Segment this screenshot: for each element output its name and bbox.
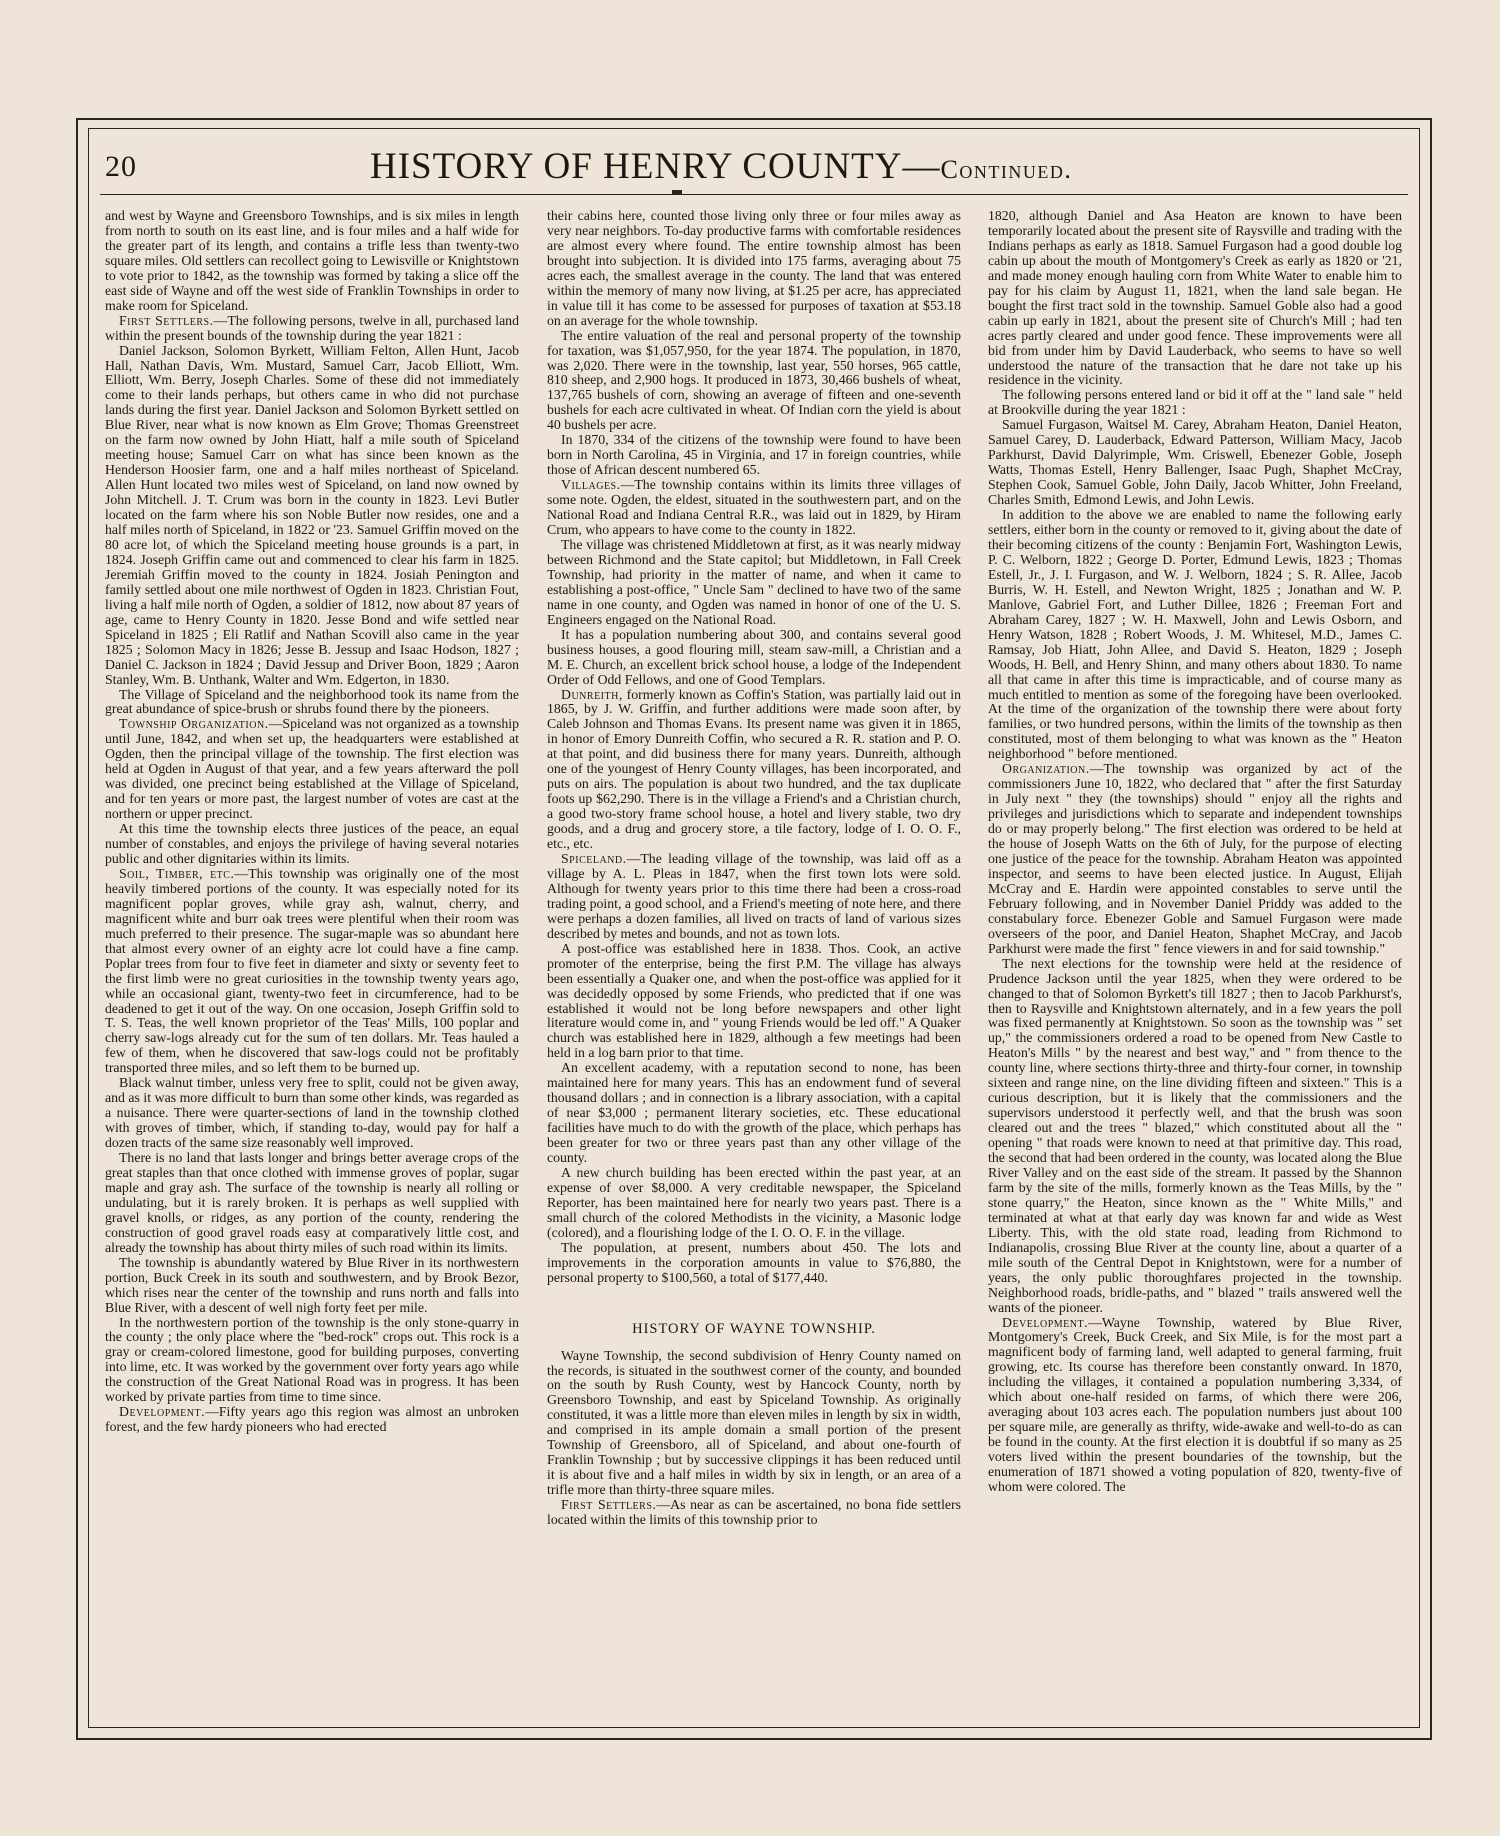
paragraph — [988, 388, 1402, 418]
page-title-main: HISTORY OF HENRY COUNTY— — [370, 146, 941, 187]
paragraph-heading: Villages. — [561, 477, 621, 493]
paragraph-text: and west by Wayne and Greensboro Townships, and is six miles in length from north to south on its east line, and is four miles and a half wide for the greater part of its length, and contains a trifle less than twenty-two square miles. Old settlers can recollect going to Lewisville or Knightstown to vote prior to 1842, as the township was formed by taking a slice off the east side of Wayne and off the west side of Franklin Townships in order to make room for Spiceland. — [105, 208, 519, 313]
text-column-2 — [547, 209, 961, 1528]
paragraph-text: —The leading village of the township, was laid off as a village by A. L. Pleas in 1847, when the first town lots were sold. Although for twenty years prior to this time there had been a cross-road trading point, a good school, and a Friend's meeting of note here, and there were perhaps a dozen families, all lived on tracts of land of various sizes described by metes and bounds, and not as town lots. — [547, 850, 961, 941]
paragraph — [547, 1061, 961, 1166]
paragraph — [547, 852, 961, 942]
paragraph — [988, 209, 1402, 388]
paragraph-text: In 1870, 334 of the citizens of the township were found to have been born in North Carolina, 45 in Virginia, and 17 in foreign countries, while those of African descent numbered 65. — [547, 432, 961, 478]
paragraph — [105, 717, 519, 822]
paragraph — [547, 329, 961, 434]
paragraph — [105, 822, 519, 867]
paragraph — [547, 433, 961, 478]
paragraph-heading: Dunreith, — [561, 686, 623, 702]
paragraph — [105, 1151, 519, 1256]
paragraph — [547, 1241, 961, 1286]
paragraph — [105, 314, 519, 344]
title-rule — [100, 194, 1408, 195]
paragraph — [547, 1166, 961, 1241]
page-title-continued: Continued. — [940, 155, 1073, 184]
paragraph-text: In the northwestern portion of the township is the only stone-quarry in the county ; the only place where the "bed-rock" crops out. This rock is a gray or cream-colored limestone, good for building purposes, converting into lime, etc. It was worked by the government over forty years ago while the construction of the Great National Road was in progress. It has been worked by private parties from time to time since. — [105, 1314, 519, 1405]
paragraph-text: The population, at present, numbers about 450. The lots and improvements in the corporation amounts in value to $76,880, the personal property to $100,560, a total of $177,440. — [547, 1239, 961, 1285]
paragraph-heading: Development. — [1002, 1314, 1089, 1330]
paragraph — [547, 209, 961, 329]
paragraph-heading: Spiceland. — [561, 850, 627, 866]
title-ornament — [672, 190, 682, 194]
paragraph-text: —This township was originally one of the most heavily timbered portions of the county. It was especially noted for its magnificent poplar groves, while gray ash, walnut, cherry, and magnificent white and burr oak trees were plentiful when their room was much preferred to their presence. The sugar-maple was so abundant here that almost every owner of an eighty acre lot could have a fine camp. Poplar trees from four to five feet in diameter and sixty or seventy feet to the first limb were no great curiosities in the township twenty years ago, while an occasional giant, twenty-two feet in circumference, had to be deadened to get it out of the way. On one occasion, Joseph Griffin sold to T. S. Teas, the well known proprietor of the Teas' Mills, 100 poplar and cherry saw-logs already cut for the sum of ten dollars. Mr. Teas hauled a few of them, when he discovered that saw-logs could not be profitably transported three miles, and so left them to be burned up. — [105, 865, 519, 1076]
paragraph — [105, 688, 519, 718]
paragraph-text: It has a population numbering about 300, and contains several good business houses, a good flouring mill, steam saw-mill, a Christian and a M. E. Church, an excellent brick school house, a lodge of the Independent Order of Odd Fellows, and one of Good Templars. — [547, 626, 961, 687]
text-column-1 — [105, 209, 519, 1435]
paragraph-text: —The following persons, twelve in all, purchased land within the present bounds of the township during the year 1821 : — [105, 312, 519, 343]
paragraph — [547, 478, 961, 538]
paragraph-heading: Township Organization. — [119, 716, 269, 732]
paragraph — [105, 1256, 519, 1316]
paragraph-text: 1820, although Daniel and Asa Heaton are known to have been temporarily located about the present site of Raysville and trading with the Indians perhaps as early as 1818. Samuel Furgason had a good double log cabin up about the mouth of Montgomery's Creek as early as 1820 or '21, and made money enough hauling corn from White Water to enable him to pay for his claim by August 11, 1821, when the land sale began. He bought the first tract sold in the township. Samuel Goble also had a good cabin up early in 1821, about the present site of Church's Mill ; had ten acres partly cleared and under good fence. These improvements were all bid from under him by David Lauderback, who seems to have so well understood the nature of the transaction that he dare not take up his residence in the vicinity. — [988, 208, 1402, 388]
section-heading: HISTORY OF WAYNE TOWNSHIP. — [632, 1320, 876, 1337]
page-title — [370, 145, 1270, 188]
paragraph-text: —The township contains within its limits three villages of some note. Ogden, the eldest, situated in the southwestern part, and on the National Road and Indiana Central R.R., was laid out in 1829, by Hiram Crum, who appears to have come to the county in 1822. — [547, 477, 961, 538]
paragraph — [547, 1498, 961, 1528]
paragraph-text: A post-office was established here in 1838. Thos. Cook, an active promoter of the enterprise, being the first P.M. The village has always been essentially a Quaker one, and when the post-office was applied for it was decidedly opposed by some Friends, who predicted that if one was established it would not be long before newspapers and other light literature would come in, and " young Friends would be led off." A Quaker church was established here in 1829, although a few meetings had been held in a log barn prior to that time. — [547, 940, 961, 1061]
paragraph-heading: First Settlers. — [119, 312, 214, 328]
paragraph-text: In addition to the above we are enabled to name the following early settlers, either born in the county or removed to it, giving about the date of their becoming citizens of the county : Benjamin Fort, Washington Lewis, P. C. Welborn, 1822 ; George D. Porter, Edmund Lewis, 1823 ; Thomas Estell, Jr., J. I. Furgason, and W. J. Welborn, 1824 ; S. R. Allee, Jacob Burris, W. H. Estell, and Newton Wright, 1825 ; Jonathan and W. P. Manlove, Gabriel Fort, and Luther Dillee, 1826 ; Freeman Fort and Abraham Carey, 1827 ; W. H. Maxwell, John and Lewis Osborn, and Henry Watson, 1828 ; Robert Woods, J. M. Whitesel, M.D., James C. Ramsay, Job Hiatt, John Allee, and David S. Heaton, 1829 ; Joseph Woods, H. Bell, and Henry Shinn, and many others about 1830. To name all that came in after this time is impracticable, and of course many as much entitled to mention as some of the foregoing have been overlooked. At the time of the organization of the township there were about forty families, or two hundred persons, within the limits of the township as then constituted, most of them belonging to what was known as the " Heaton neighborhood " before mentioned. — [988, 507, 1402, 762]
paragraph-text: —Fifty years ago this region was almost an unbroken forest, and the few hardy pioneers who had erected — [105, 1404, 519, 1435]
text-column-3 — [988, 209, 1402, 1495]
paragraph — [988, 957, 1402, 1316]
paragraph-text: formerly known as Coffin's Station, was partially laid out in 1865, by J. W. Griffin, and further additions were made soon after, by Caleb Johnson and Thomas Evans. Its present name was given it in 1865, in honor of Emory Dunreith Coffin, who secured a R. R. station and P. O. at that point, and did business there for many years. Dunreith, although one of the youngest of Henry County villages, has been incorporated, and puts on airs. The population is about two hundred, and the tax duplicate foots up $62,290. There is in the village a Friend's and a Christian church, a good two-story frame school house, a hotel and livery stable, two dry goods, and a drug and grocery store, a tile factory, lodge of I. O. O. F., etc., etc. — [547, 686, 961, 852]
paragraph-text: There is no land that lasts longer and brings better average crops of the great staples than that once clothed with immense groves of poplar, sugar maple and gray ash. The surface of the township is nearly all rolling or undulating, but it is rarely broken. It is perhaps as well supplied with gravel knolls, or ridges, as any portion of the county, rendering the construction of good gravel roads easy at comparatively little cost, and already the township has about thirty miles of such road within its limits. — [105, 1150, 519, 1255]
paragraph-text: Samuel Furgason, Waitsel M. Carey, Abraham Heaton, Daniel Heaton, Samuel Carey, D. Lauderback, Edward Patterson, William Macy, Jacob Parkhurst, David Dalyrimple, Wm. Criswell, Ebenezer Goble, Joseph Watts, Thomas Estell, Henry Ballenger, Isaac Pugh, Shaphet McCray, Stephen Cook, Samuel Goble, John Daily, Jacob Whitter, John Freeland, Charles Smith, Edmond Lewis, and John Lewis. — [988, 417, 1402, 508]
paragraph — [105, 209, 519, 314]
paragraph — [547, 628, 961, 688]
paragraph-text: The next elections for the township were held at the residence of Prudence Jackson until the year 1825, when they were ordered to be changed to that of Solomon Byrkett's till 1827 ; then to Jacob Parkhurst's, then to Raysville and Knightstown alternately, and in a few years the poll was fixed permanently at Knightstown. So soon as the township was " set up," the commissioners ordered a road to be opened from New Castle to Heaton's Mills " by the nearest and best way," and " from thence to the county line, where sections thirty-three and thirty-four corner, in township sixteen and range nine, on the line dividing fifteen and sixteen." This is a curious description, but it is likely that the commissioners and the supervisors understood it perfectly well, and that the brush was soon cleared out and the trees " blazed," which constituted about all the " opening " that roads were known to need at that primitive day. This road, the second that had been ordered in the county, was located along the Blue River Valley and on the east side of the stream. It passed by the Shannon farm by the site of the mills, formerly known as the Teas Mills, by the " stone quarry," the Heaton, since known as the " White Mills," and terminated at what at that early day was known far and wide as West Liberty. This, with the old state road, leading from Richmond to Indianapolis, crossing Blue River at the county line, about a quarter of a mile south of the Central Depot in Knightstown, were for a number of years, the only public thoroughfares projected in the township. Neighborhood roads, bridle-paths, and " blazed " trails answered well the wants of the pioneer. — [988, 955, 1402, 1315]
paragraph-heading: Organization. — [1002, 761, 1090, 777]
paragraph — [988, 508, 1402, 762]
paragraph — [988, 1316, 1402, 1495]
paragraph — [105, 867, 519, 1076]
paragraph-text: —As near as can be ascertained, no bona fide settlers located within the limits of this township prior to — [547, 1497, 961, 1528]
paragraph — [988, 762, 1402, 956]
paragraph — [105, 1076, 519, 1151]
paragraph-text: The Village of Spiceland and the neighborhood took its name from the great abundance of spice-brush or shrubs found there by the pioneers. — [105, 686, 519, 717]
paragraph — [547, 1349, 961, 1499]
paragraph-text: Daniel Jackson, Solomon Byrkett, William Felton, Allen Hunt, Jacob Hall, Nathan Davis, Wm. Mustard, Samuel Carr, Jacob Elliott, Wm. Elliott, Wm. Berry, Joseph Charles. Some of these did not immediately come to their lands perhaps, but others came in who did not purchase lands during the first year. Daniel Jackson and Solomon Byrkett settled on Blue River, near what is now known as Elm Grove; Thomas Greenstreet on the farm now owned by John Hiatt, half a mile south of Spiceland meeting house; Samuel Carr on what has since been known as the Henderson Hoosier farm, one and a half miles northeast of Spiceland. Allen Hunt located two miles west of Spiceland, on land now owned by John Mitchell. J. T. Crum was born in the county in 1823. Levi Butler located on the farm where his son Noble Butler now resides, one and a half miles north of Spiceland, in 1822 or '23. Samuel Griffin moved on the 80 acre lot, of which the Spiceland meeting house grounds is a part, in 1824. Joseph Griffin came out and commenced to clear his farm in 1825. Jeremiah Griffin moved to the county in 1824. Josiah Penington and family settled about one mile northwest of Ogden in 1823. Christian Fout, living a half mile north of Ogden, a soldier of 1812, now about 87 years of age, came to Henry County in 1820. Jesse Bond and wife settled near Spiceland in 1825 ; Eli Ratlif and Nathan Scovill also came in the year 1825 ; Solomon Macy in 1826; Jesse B. Jessup and Isaac Hodson, 1827 ; Daniel C. Jackson in 1824 ; David Jessup and Driver Boon, 1829 ; Aaron Stanley, Wm. B. Unthank, Walter and Wm. Edgerton, in 1830. — [105, 342, 519, 687]
paragraph — [105, 1316, 519, 1406]
paragraph — [988, 418, 1402, 508]
paragraph-heading: Soil, Timber, etc. — [119, 865, 235, 881]
paragraph-heading: Development. — [119, 1404, 206, 1420]
paragraph — [547, 538, 961, 628]
paragraph-text: Black walnut timber, unless very free to split, could not be given away, and as it was more difficult to burn than some other kinds, was regarded as a nuisance. There were quarter-sections of land in the township clothed with groves of timber, which, if standing to-day, would pay for half a dozen tracts of the same size reasonably well improved. — [105, 1075, 519, 1151]
paragraph — [105, 344, 519, 688]
paragraph-text: Wayne Township, the second subdivision of Henry County named on the records, is situated in the southwest corner of the county, and bounded on the south by Rush County, west by Hancock County, north by Greensboro Township, and east by Spiceland Township. As originally constituted, it was a little more than eleven miles in length by six in width, and comprised in its ample domain a small portion of the present Township of Greensboro, all of Spiceland, and about one-fourth of Franklin Township ; but by successive clippings it has been reduced until it is about five and a half miles in width by six in length, or an area of a trifle more than thirty-three square miles. — [547, 1347, 961, 1498]
paragraph-text: An excellent academy, with a reputation second to none, has been maintained here for many years. This has an endowment fund of several thousand dollars ; and in connection is a library association, with a capital of near $3,000 ; permanent literary societies, etc. These educational facilities have much to do with the growth of the place, which perhaps has been greater for two or three years past than any other village of the county. — [547, 1060, 961, 1166]
paragraph-text: At this time the township elects three justices of the peace, an equal number of constables, and enjoys the privilege of having several notaries public and other dignitaries within its limits. — [105, 821, 519, 866]
paragraph-text: A new church building has been erected within the past year, at an expense of over $8,000. A very creditable newspaper, the Spiceland Reporter, has been maintained here for nearly two years past. There is a small church of the colored Methodists in the vicinity, a Masonic lodge (colored), and a flourishing lodge of the I. O. O. F. in the village. — [547, 1165, 961, 1240]
paragraph — [547, 688, 961, 852]
paragraph-text: their cabins here, counted those living only three or four miles away as very near neighbors. To-day productive farms with comfortable residences are almost every where found. The entire township almost has been brought into subjection. It is divided into 175 farms, averaging about 75 acres each, the smallest average in the county. The land that was entered within the memory of many now living, at $1.25 per acre, has appreciated in value till it has come to be assessed for purposes of taxation at $53.18 on an average for the whole township. — [547, 208, 961, 328]
paragraph — [547, 942, 961, 1062]
paragraph — [105, 1405, 519, 1435]
page-number: 20 — [105, 150, 137, 183]
paragraph-text: The following persons entered land or bid it off at the " land sale " held at Brookville during the year 1821 : — [988, 387, 1402, 418]
paragraph-heading: First Settlers. — [561, 1497, 657, 1513]
paragraph-text: —Spiceland was not organized as a township until June, 1842, and when set up, the headquarters were established at Ogden, then the principal village of the township. The first election was held at Ogden in August of that year, and a few years afterward the poll was divided, one precinct being established at the Village of Spiceland, and for ten years or more past, the largest number of votes are cast at the northern or upper precinct. — [105, 716, 519, 822]
paragraph-text: The entire valuation of the real and personal property of the township for taxation, was $1,057,950, for the year 1874. The population, in 1870, was 2,020. There were in the township, last year, 550 horses, 965 cattle, 810 sheep, and 2,900 hogs. It produced in 1873, 30,466 bushels of wheat, 137,765 bushels of corn, showing an average of fifteen and one-seventh bushels for each acre cultivated in wheat. Of Indian corn the yield is about 40 bushels per acre. — [547, 327, 961, 433]
paragraph-text: The village was christened Middletown at first, as it was nearly midway between Richmond and the State capitol; but Middletown, in Fall Creek Township, had priority in the matter of name, and when it came to establishing a post-office, " Uncle Sam " declined to have two of the same name in one county, and Ogden was named in honor of one of the U. S. Engineers engaged on the National Road. — [547, 536, 961, 627]
paragraph-text: —Wayne Township, watered by Blue River, Montgomery's Creek, Buck Creek, and Six Mile, is for the most part a magnificent body of farming land, well adapted to general farming, fruit growing, etc. Its course has therefore been constantly onward. In 1870, including the villages, it contained a population numbering 3,334, of which about one-half resided on farms, of which there were 206, averaging about 103 acres each. The population numbers just about 100 per square mile, are generally as thrifty, wide-awake and well-to-do as can be found in the county. At the first election it is doubtful if so many as 25 voters lived within the present boundaries of the township, but the enumeration of 1871 showed a voting population of 820, twenty-five of whom were colored. The — [988, 1314, 1402, 1495]
paragraph-text: —The township was organized by act of the commissioners June 10, 1822, who declared that " after the first Saturday in July next " they (the townships) should " enjoy all the rights and privileges and jurisdictions which to separate and independent townships do or may properly belong." The first election was ordered to be held at the house of Joseph Watts on the 6th of July, for the purpose of electing one justice of the peace for the township. Abraham Heaton was appointed inspector, and seems to have been elected justice. In August, Elijah McCray and E. Hardin were appointed constables to serve until the February following, and in November Daniel Priddy was added to the constabulary force. Ebenezer Goble and Samuel Furgason were made overseers of the poor, and Daniel Heaton, Shaphet McCray, and Jacob Parkhurst were made the first " fence viewers in and for said township." — [988, 761, 1402, 956]
paragraph-text: The township is abundantly watered by Blue River in its northwestern portion, Buck Creek in its south and southwestern, and by Brook Bezor, which rises near the center of the township and runs north and falls into Blue River, with a descent of well nigh forty feet per mile. — [105, 1254, 519, 1315]
